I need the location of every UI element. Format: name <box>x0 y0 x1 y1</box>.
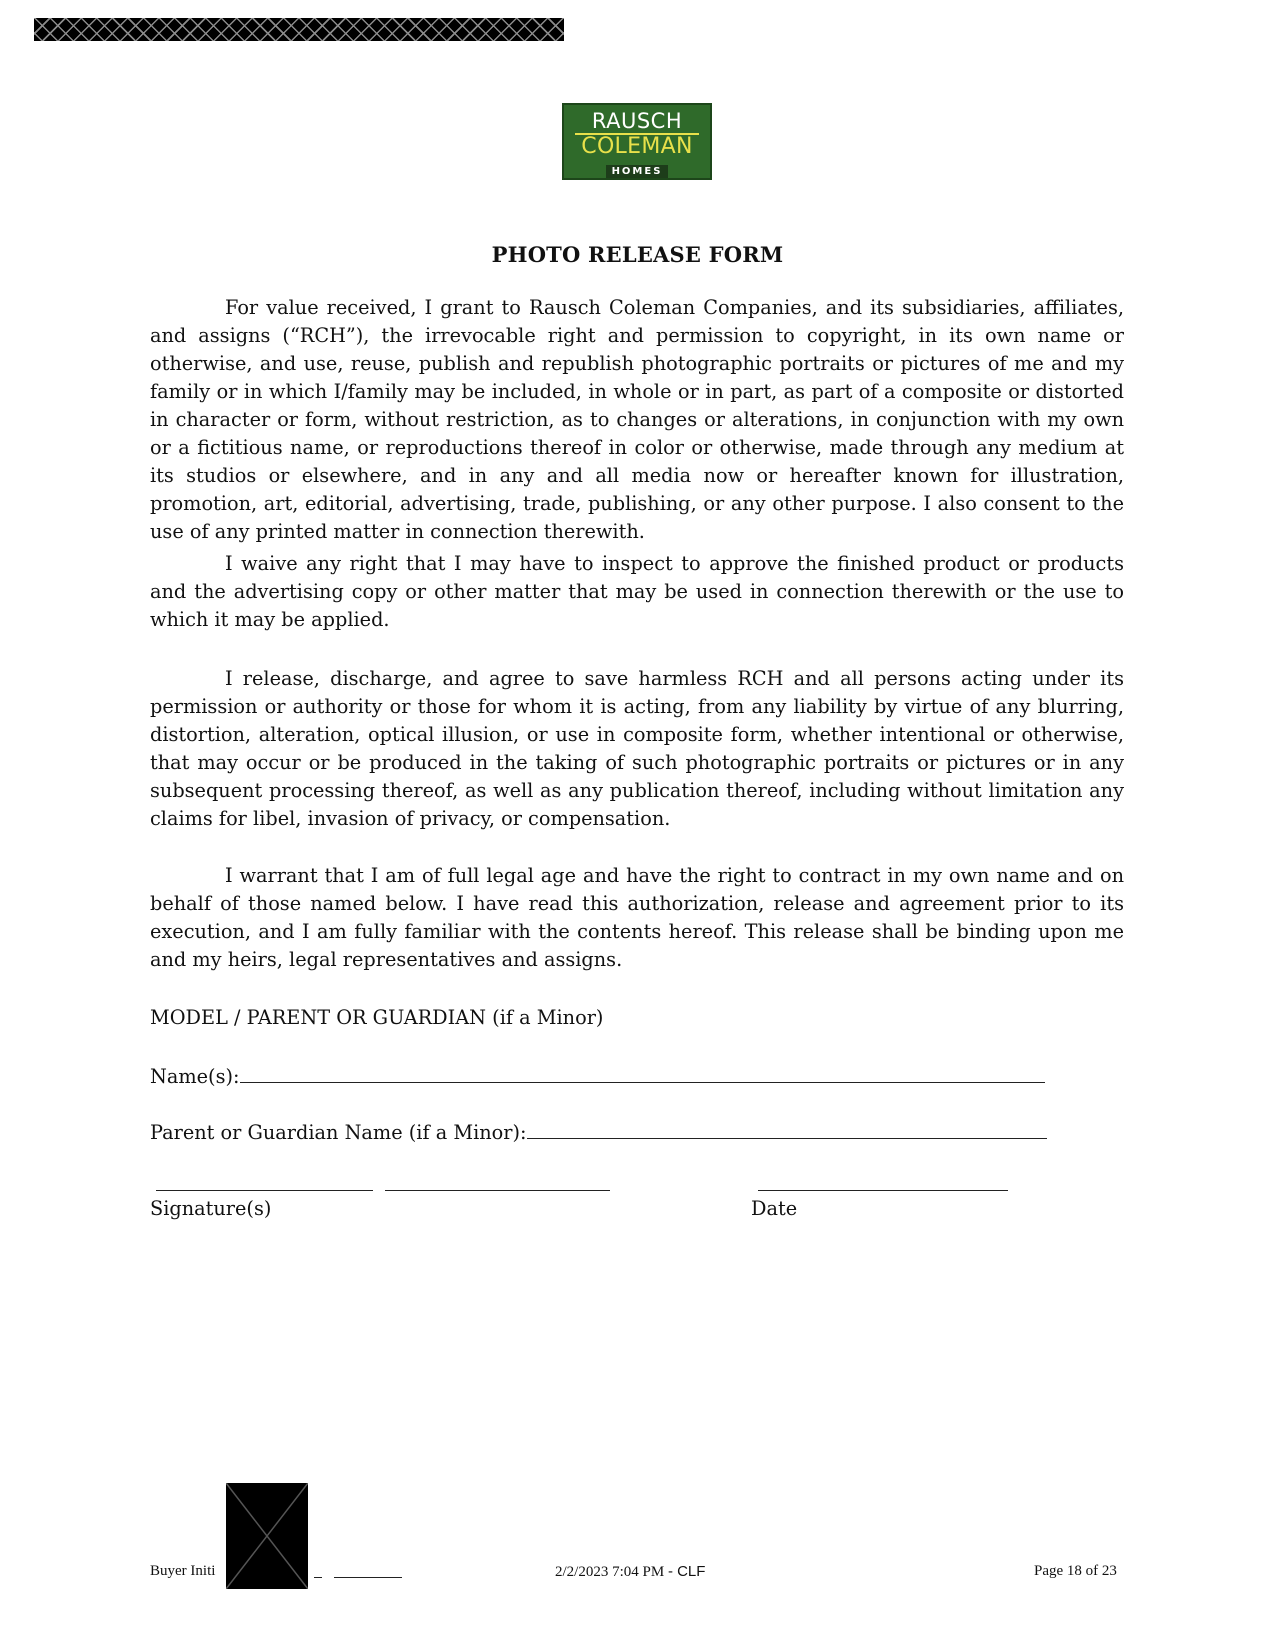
redacted-initials <box>226 1483 308 1589</box>
company-logo <box>562 103 712 180</box>
initials-line-short <box>314 1563 322 1578</box>
page-title: PHOTO RELEASE FORM <box>491 242 784 267</box>
paragraph-waiver: I waive any right that I may have to inspect to approve the finished product or products and the advertising copy or other matter that may be used in connection therewith or the use to which it may be applied. <box>150 552 1124 631</box>
signature-line-2[interactable] <box>385 1190 610 1191</box>
paragraph-warranty: I warrant that I am of full legal age and have the right to contract in my own name and on behalf of those named below. I have read this authorization, release and agreement prior to its execution, and I am fully familiar with the contents hereof. This release shall be binding upon me and my heirs, legal representatives and assigns. <box>150 864 1124 971</box>
section-label: MODEL / PARENT OR GUARDIAN (if a Minor) <box>150 1006 604 1029</box>
logo-word-homes: HOMES <box>606 165 669 178</box>
signature-label: Signature(s) <box>150 1197 272 1220</box>
redacted-header-bar <box>34 18 564 41</box>
redaction-cross-icon <box>226 1483 308 1589</box>
footer-code: - CLF <box>667 1563 706 1580</box>
paragraph-release: I release, discharge, and agree to save harmless RCH and all persons acting under its permission or authority or those for whom it is acting, from any liability by virtue of any blurring, distortion, alteration, optical illusion, or use in composite form, whether intentional or otherwise, that may occur or be produced in the taking of such photographic portraits or pictures or in any subsequent processing thereof, as well as any publication thereof, including without limitation any claims for libel, invasion of privacy, or compensation. <box>150 667 1124 830</box>
guardian-label: Parent or Guardian Name (if a Minor): <box>150 1121 527 1144</box>
names-field[interactable] <box>240 1062 1045 1083</box>
initials-line <box>334 1563 402 1578</box>
date-line[interactable] <box>758 1190 1008 1191</box>
date-label: Date <box>751 1197 798 1220</box>
footer-page-number: Page 18 of 23 <box>1034 1563 1117 1579</box>
names-row <box>150 1062 1045 1088</box>
logo-word-coleman: COLEMAN <box>581 134 693 159</box>
signature-line-1[interactable] <box>156 1190 373 1191</box>
names-label: Name(s): <box>150 1065 240 1088</box>
paragraph-grant: For value received, I grant to Rausch Coleman Companies, and its subsidiaries, affiliates, and assigns (“RCH”), the irrevocable right and permission to copyright, in its own name or otherwise, and use, reuse, publish and republish photographic portraits or pictures of me and my family or in which I/family may be included, in whole or in part, as part of a composite or distorted in character or form, without restriction, as to changes or alterations, in conjunction with my own or a fictitious name, or reproductions thereof in color or otherwise, made through any medium at its studios or elsewhere, and in any and all media now or hereafter known for illustration, promotion, art, editorial, advertising, trade, publishing, or any other purpose. I also consent to the use of any printed matter in connection therewith. <box>150 296 1124 543</box>
footer-timestamp-group <box>555 1563 705 1581</box>
logo-word-rausch: RAUSCH <box>591 109 683 133</box>
footer-initials-fill <box>314 1563 402 1583</box>
footer-initials-label: Buyer Initi <box>150 1563 216 1579</box>
guardian-row <box>150 1118 1047 1144</box>
guardian-name-field[interactable] <box>527 1118 1047 1139</box>
footer-timestamp: 2/2/2023 7:04 PM <box>555 1564 665 1580</box>
